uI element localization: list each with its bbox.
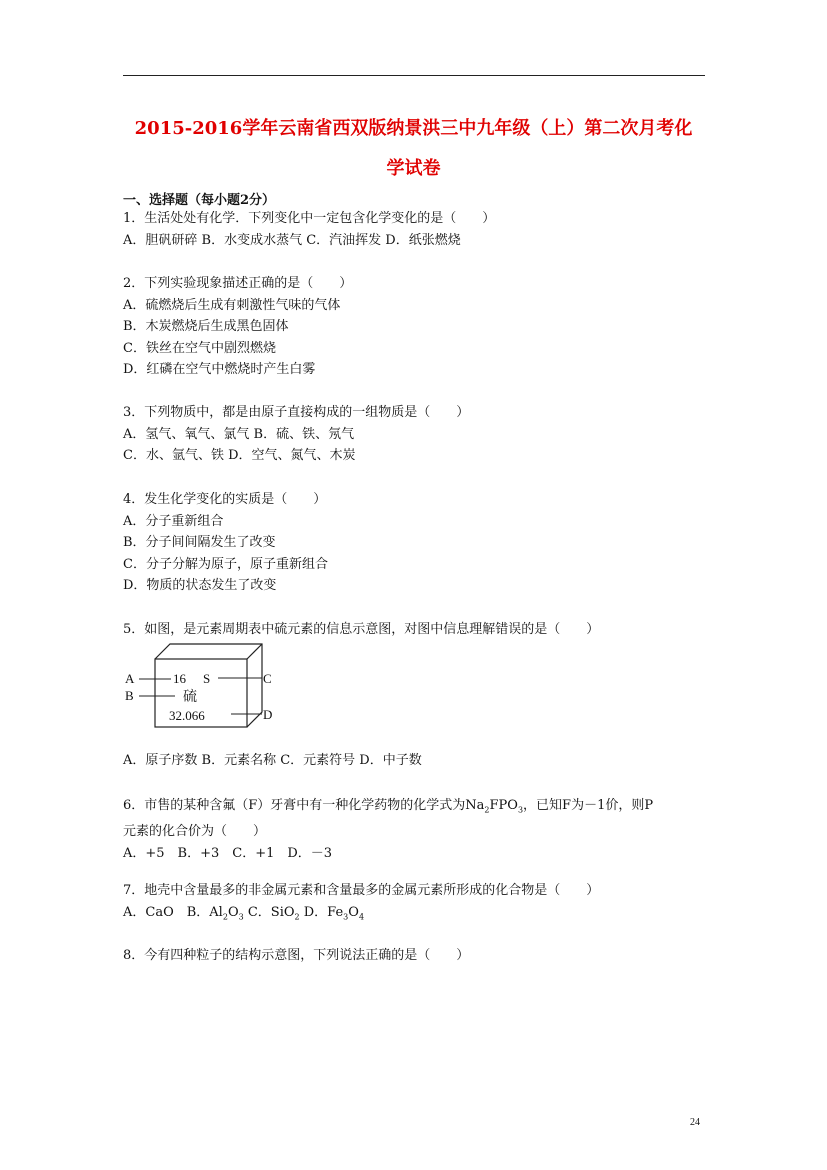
q7-opt-part-4: D．Fe <box>299 904 344 920</box>
q7-opt-part-5: O <box>348 904 359 920</box>
page-number: 24 <box>690 1117 700 1128</box>
atomic-mass: 32.066 <box>169 708 205 723</box>
question-2-option-c: C．铁丝在空气中剧烈燃烧 <box>123 340 276 356</box>
q7-sub-5: 4 <box>358 912 365 922</box>
question-8-stem: 8．今有四种粒子的结构示意图，下列说法正确的是（ ） <box>123 948 470 963</box>
question-6-stem-post: ，已知F为－1价，则P <box>523 798 654 813</box>
question-4-option-b: B．分子间间隔发生了改变 <box>123 535 276 550</box>
question-6-options: A．+5 B．+3 C．+1 D．－3 <box>123 845 333 861</box>
question-5-stem: 5．如图，是元素周期表中硫元素的信息示意图，对图中信息理解错误的是（ ） <box>123 622 600 637</box>
figure-label-d: D <box>263 707 273 722</box>
question-1-stem: 1．生活处处有化学．下列变化中一定包含化学变化的是（ ） <box>123 211 496 226</box>
question-6-sub-2: 3 <box>517 805 524 815</box>
question-6-stem-mid: FPO <box>489 798 518 813</box>
sulfur-element-figure <box>123 640 283 732</box>
question-6-sub-1: 2 <box>484 805 490 815</box>
question-6-stem-line-2: 元素的化合价为（ ） <box>123 824 267 840</box>
cube-top-right-edge <box>247 644 262 659</box>
question-1-options: A．胆矾研碎 B．水变成水蒸气 C．汽油挥发 D．纸张燃烧 <box>123 232 461 248</box>
element-symbol: S <box>203 671 211 686</box>
question-6-stem-pre: 6．市售的某种含氟（F）牙膏中有一种化学药物的化学式为Na <box>123 798 485 813</box>
question-4-stem: 4．发生化学变化的实质是（ ） <box>123 492 327 507</box>
question-2 <box>123 273 713 381</box>
question-2-option-d: D．红磷在空气中燃烧时产生白雾 <box>123 362 316 377</box>
header-rule <box>123 75 705 76</box>
q7-sub-3: 2 <box>294 912 300 922</box>
atomic-number: 16 <box>173 671 186 686</box>
question-7 <box>123 880 713 928</box>
question-7-options <box>123 902 713 928</box>
question-1 <box>123 208 713 251</box>
question-2-option-b: B．木炭燃烧后生成黑色固体 <box>123 319 289 334</box>
q7-opt-part-2: O <box>227 904 239 920</box>
element-name: 硫 <box>183 689 197 705</box>
question-2-option-a: A．硫燃烧后生成有刺激性气味的气体 <box>123 297 341 313</box>
question-3-options-cd: C．水、氩气、铁 D．空气、氮气、木炭 <box>123 448 356 463</box>
question-5 <box>123 619 713 641</box>
question-3 <box>123 402 713 467</box>
figure-label-c: C <box>263 671 272 686</box>
question-3-options-ab: A．氢气、氧气、氯气 B．硫、铁、氖气 <box>123 426 355 442</box>
figure-label-a: A <box>125 671 135 686</box>
question-3-stem: 3．下列物质中，都是由原子直接构成的一组物质是（ ） <box>123 405 470 420</box>
q7-opt-part-3: C．SiO <box>243 904 295 920</box>
question-4-option-a: A．分子重新组合 <box>123 513 224 529</box>
section-heading: 一、选择题（每小题2分） <box>123 193 276 208</box>
q7-sub-4: 3 <box>343 912 349 922</box>
question-6-stem <box>123 795 713 821</box>
q7-opt-part-1: A．CaO B．Al <box>123 904 223 920</box>
question-4 <box>123 489 713 597</box>
page-title-line-1: 2015-2016学年云南省西双版纳景洪三中九年级（上）第二次月考化 <box>134 118 693 139</box>
question-4-option-d: D．物质的状态发生了改变 <box>123 578 277 593</box>
question-6 <box>123 795 713 864</box>
question-5-options-block <box>123 750 713 772</box>
question-8 <box>123 945 713 967</box>
page-title-line-2: 学试卷 <box>386 158 441 179</box>
question-7-stem: 7．地壳中含量最多的非金属元素和含量最多的金属元素所形成的化合物是（ ） <box>123 883 600 898</box>
figure-label-b: B <box>125 688 134 703</box>
q7-sub-1: 2 <box>222 912 228 922</box>
question-2-stem: 2．下列实验现象描述正确的是（ ） <box>123 276 353 291</box>
question-4-option-c: C．分子分解为原子，原子重新组合 <box>123 556 328 572</box>
question-5-options: A．原子序数 B．元素名称 C．元素符号 D．中子数 <box>123 753 422 768</box>
q7-sub-2: 3 <box>238 912 244 922</box>
